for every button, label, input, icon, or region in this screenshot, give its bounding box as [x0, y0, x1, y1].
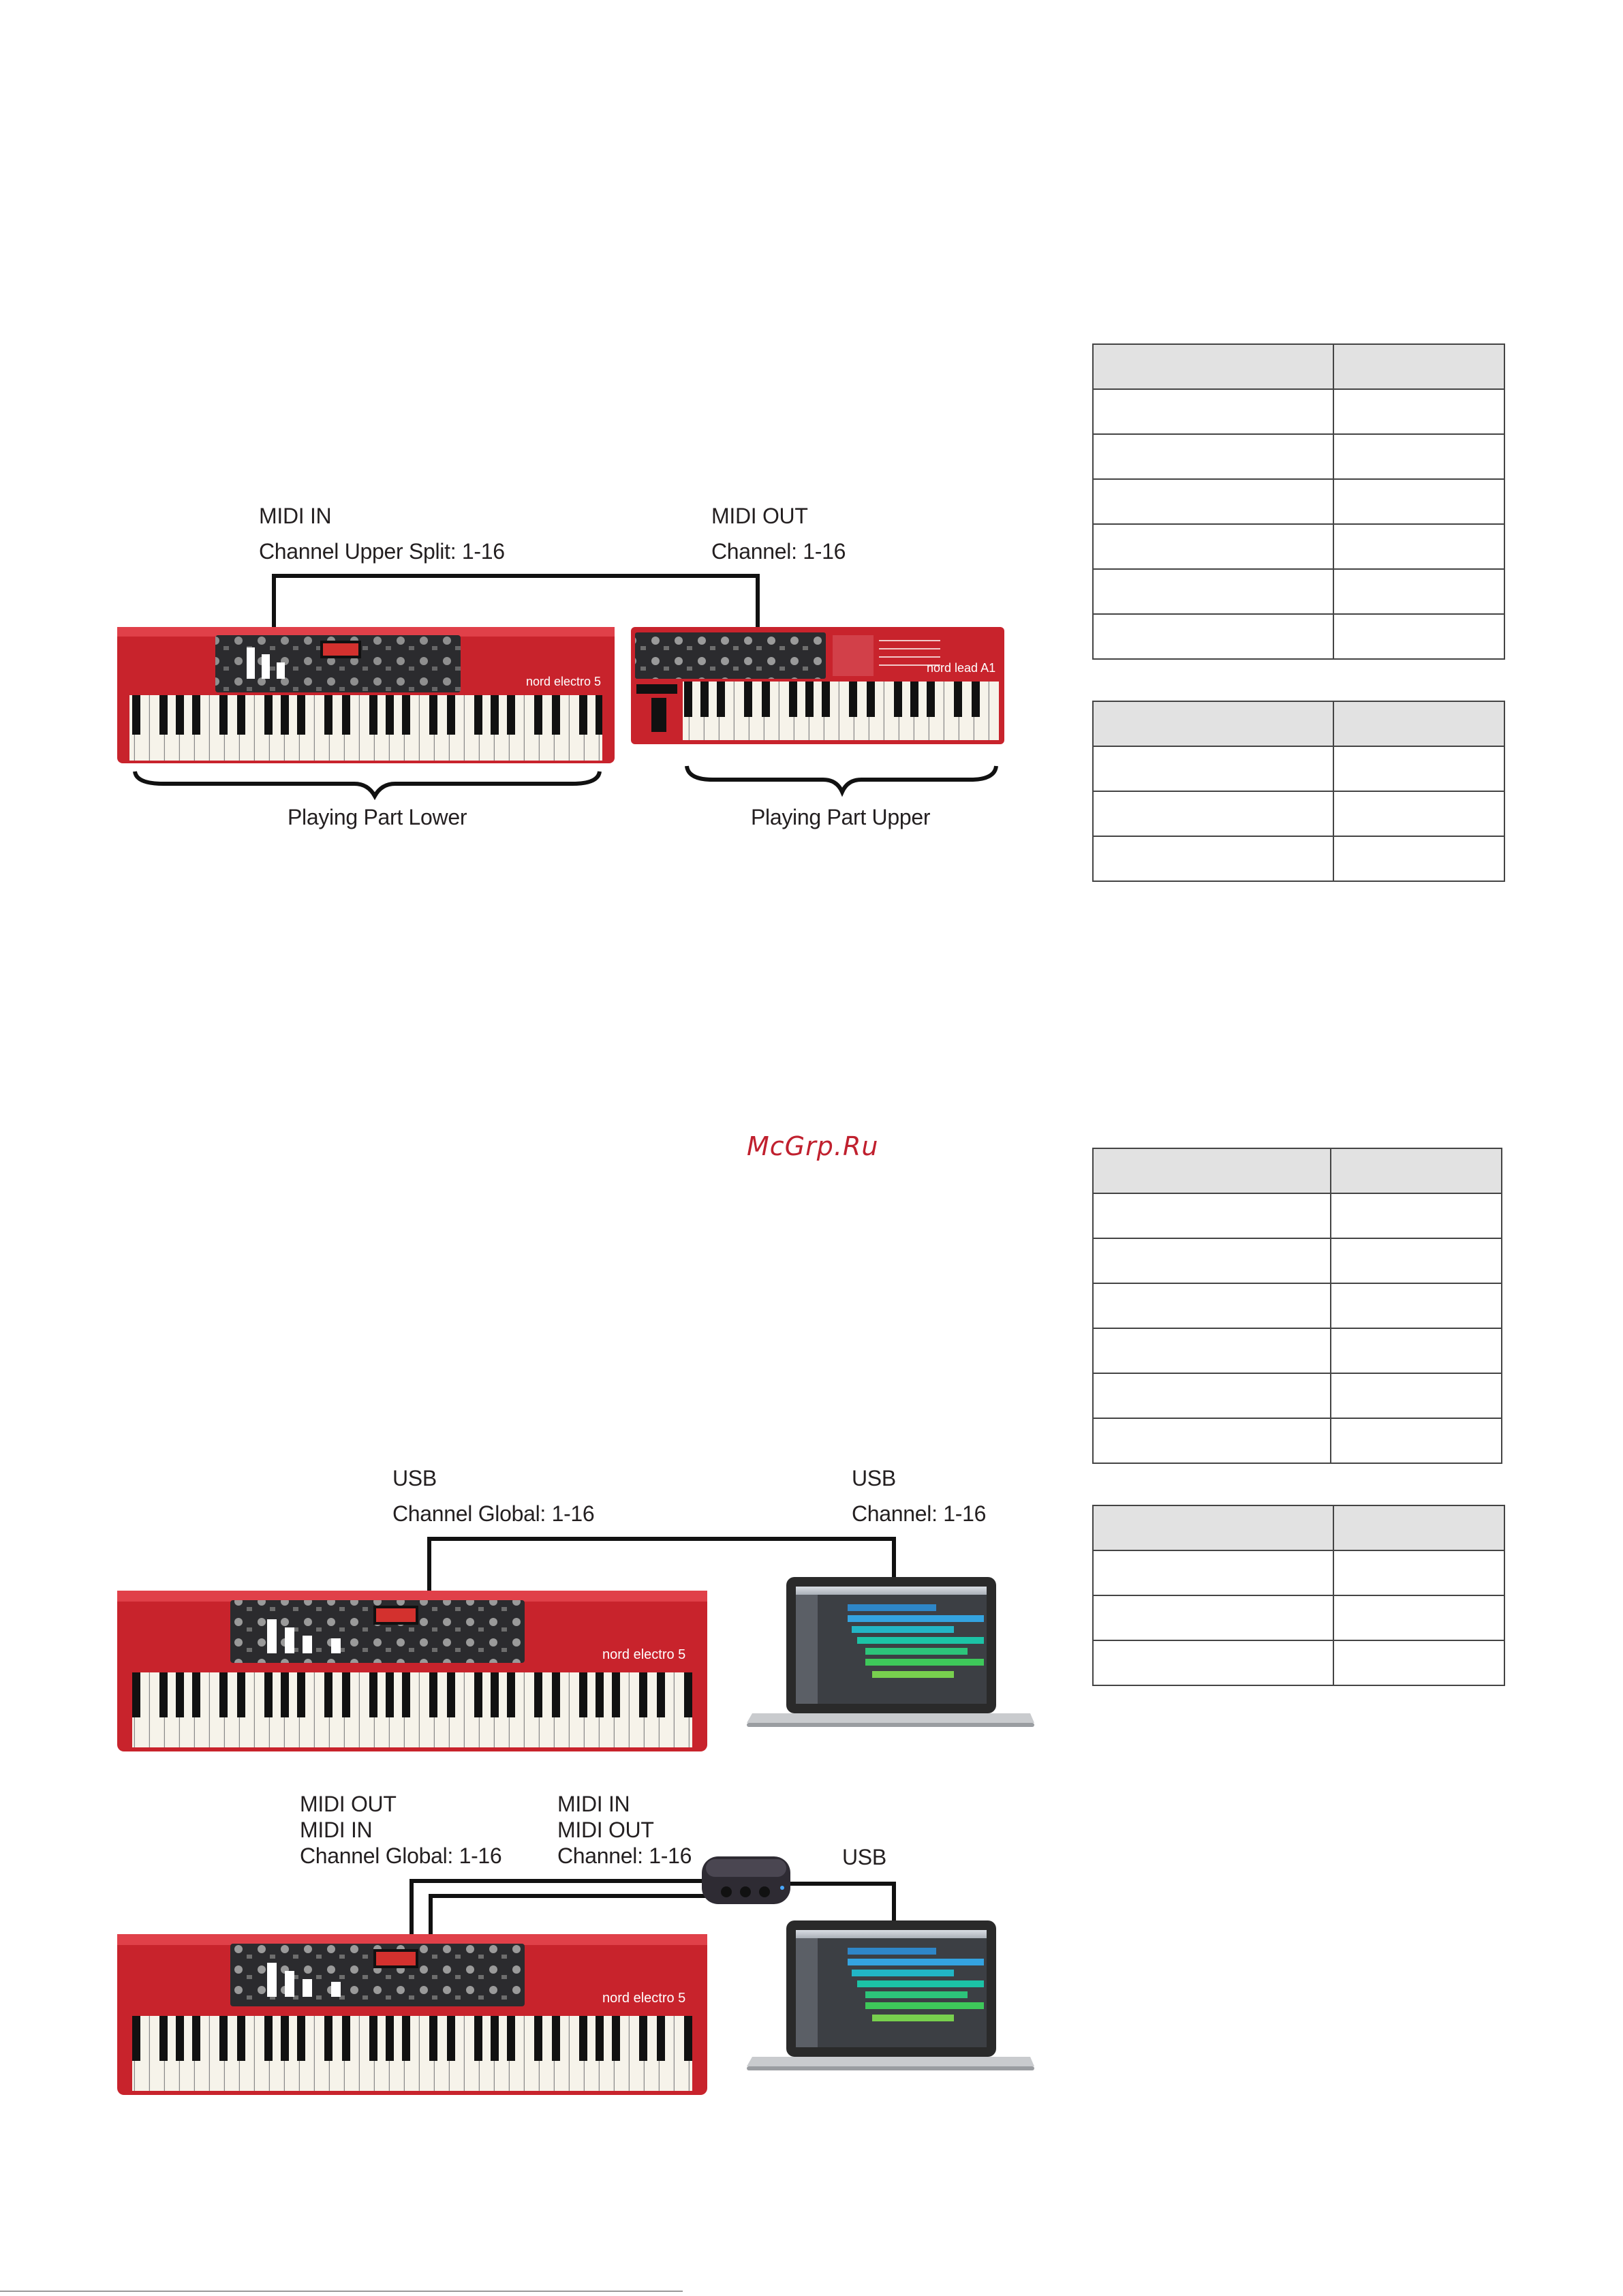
table-cell — [1333, 1640, 1504, 1685]
d2-usb-right-label: USB — [852, 1466, 896, 1490]
table-cell — [1333, 1595, 1504, 1640]
laptop-1 — [747, 1577, 1034, 1727]
watermark: McGrp.Ru — [747, 1131, 879, 1161]
table-cell — [1331, 1148, 1502, 1193]
d1-midi-in-label: MIDI IN — [259, 504, 332, 528]
table-cell — [1331, 1238, 1502, 1283]
table-cell — [1093, 1328, 1331, 1373]
table-cell — [1333, 836, 1504, 881]
table-cell — [1093, 791, 1333, 836]
midi-interface-icon — [702, 1856, 790, 1904]
table-header-row — [1093, 701, 1504, 746]
d3-usb-label: USB — [842, 1845, 886, 1869]
table-3 — [1092, 1148, 1502, 1464]
table-cell — [1333, 389, 1504, 434]
table-cell — [1331, 1418, 1502, 1463]
d1-channel-upper-split-label: Channel Upper Split: 1-16 — [259, 539, 505, 564]
table-cell — [1093, 1418, 1331, 1463]
nord-electro-keyboard-3 — [117, 1934, 707, 2095]
table-row — [1093, 614, 1504, 659]
table-row — [1093, 1238, 1502, 1283]
brace-lower — [135, 771, 600, 796]
diagram-2 — [117, 1539, 1034, 1751]
d3-midi-in-label: MIDI IN — [300, 1818, 373, 1842]
table-cell — [1331, 1193, 1502, 1238]
table-cell — [1093, 1505, 1333, 1550]
table-cell — [1333, 701, 1504, 746]
table-4 — [1092, 1505, 1505, 1686]
table-cell — [1093, 746, 1333, 791]
table-cell — [1333, 524, 1504, 569]
table-row — [1093, 389, 1504, 434]
d1-channel-label: Channel: 1-16 — [711, 539, 846, 564]
d2-channel-label: Channel: 1-16 — [852, 1501, 987, 1526]
diagram-1 — [117, 576, 1004, 796]
table-cell — [1331, 1328, 1502, 1373]
keyboard-brand-2: nord lead A1 — [927, 661, 996, 675]
keyboard-brand-4: nord electro 5 — [602, 1991, 686, 2006]
playing-part-lower-label: Playing Part Lower — [288, 805, 467, 829]
table-cell — [1093, 569, 1333, 614]
table-cell — [1093, 701, 1333, 746]
table-row — [1093, 1640, 1504, 1685]
table-row — [1093, 1283, 1502, 1328]
table-cell — [1093, 389, 1333, 434]
d3-mid-channel-label: Channel: 1-16 — [557, 1843, 692, 1868]
table-1 — [1092, 343, 1505, 660]
nord-electro-keyboard-2 — [117, 1591, 707, 1751]
d3-mid-midi-in-label: MIDI IN — [557, 1792, 630, 1816]
table-cell — [1333, 479, 1504, 524]
table-row — [1093, 569, 1504, 614]
table-cell — [1093, 836, 1333, 881]
table-cell — [1331, 1283, 1502, 1328]
table-cell — [1093, 1640, 1333, 1685]
d2-usb-left-label: USB — [392, 1466, 437, 1490]
d2-channel-global-label: Channel Global: 1-16 — [392, 1501, 595, 1526]
brace-upper — [687, 766, 996, 792]
table-cell — [1333, 569, 1504, 614]
table-cell — [1093, 1595, 1333, 1640]
table-row — [1093, 434, 1504, 479]
table-cell — [1093, 1373, 1331, 1418]
table-cell — [1333, 614, 1504, 659]
table-cell — [1333, 791, 1504, 836]
table-cell — [1093, 524, 1333, 569]
table-row — [1093, 1193, 1502, 1238]
diagram-3 — [117, 1856, 1034, 2095]
table-row — [1093, 479, 1504, 524]
playing-part-upper-label: Playing Part Upper — [751, 805, 931, 829]
table-cell — [1333, 1550, 1504, 1595]
nord-electro-keyboard-1 — [117, 627, 615, 763]
table-cell — [1093, 1283, 1331, 1328]
table-cell — [1333, 434, 1504, 479]
table-row — [1093, 1328, 1502, 1373]
table-header-row — [1093, 1505, 1504, 1550]
table-2 — [1092, 701, 1505, 882]
table-cell — [1093, 434, 1333, 479]
table-cell — [1093, 1148, 1331, 1193]
d1-midi-out-label: MIDI OUT — [711, 504, 808, 528]
table-cell — [1093, 614, 1333, 659]
table-cell — [1331, 1373, 1502, 1418]
laptop-2 — [747, 1920, 1034, 2070]
table-row — [1093, 746, 1504, 791]
table-cell — [1093, 1550, 1333, 1595]
table-row — [1093, 836, 1504, 881]
table-cell — [1093, 344, 1333, 389]
d3-channel-global-label: Channel Global: 1-16 — [300, 1843, 502, 1868]
table-row — [1093, 524, 1504, 569]
keyboard-brand-3: nord electro 5 — [602, 1647, 686, 1662]
keyboard-brand-1: nord electro 5 — [526, 675, 602, 688]
table-row — [1093, 1595, 1504, 1640]
d3-mid-midi-out-label: MIDI OUT — [557, 1818, 654, 1842]
d3-midi-out-label: MIDI OUT — [300, 1792, 397, 1816]
table-header-row — [1093, 344, 1504, 389]
table-cell — [1333, 344, 1504, 389]
table-row — [1093, 1418, 1502, 1463]
nord-lead-keyboard — [631, 627, 1004, 744]
table-cell — [1093, 479, 1333, 524]
table-cell — [1333, 746, 1504, 791]
table-header-row — [1093, 1148, 1502, 1193]
table-cell — [1093, 1238, 1331, 1283]
table-row — [1093, 1550, 1504, 1595]
table-row — [1093, 1373, 1502, 1418]
table-cell — [1093, 1193, 1331, 1238]
table-row — [1093, 791, 1504, 836]
table-cell — [1333, 1505, 1504, 1550]
